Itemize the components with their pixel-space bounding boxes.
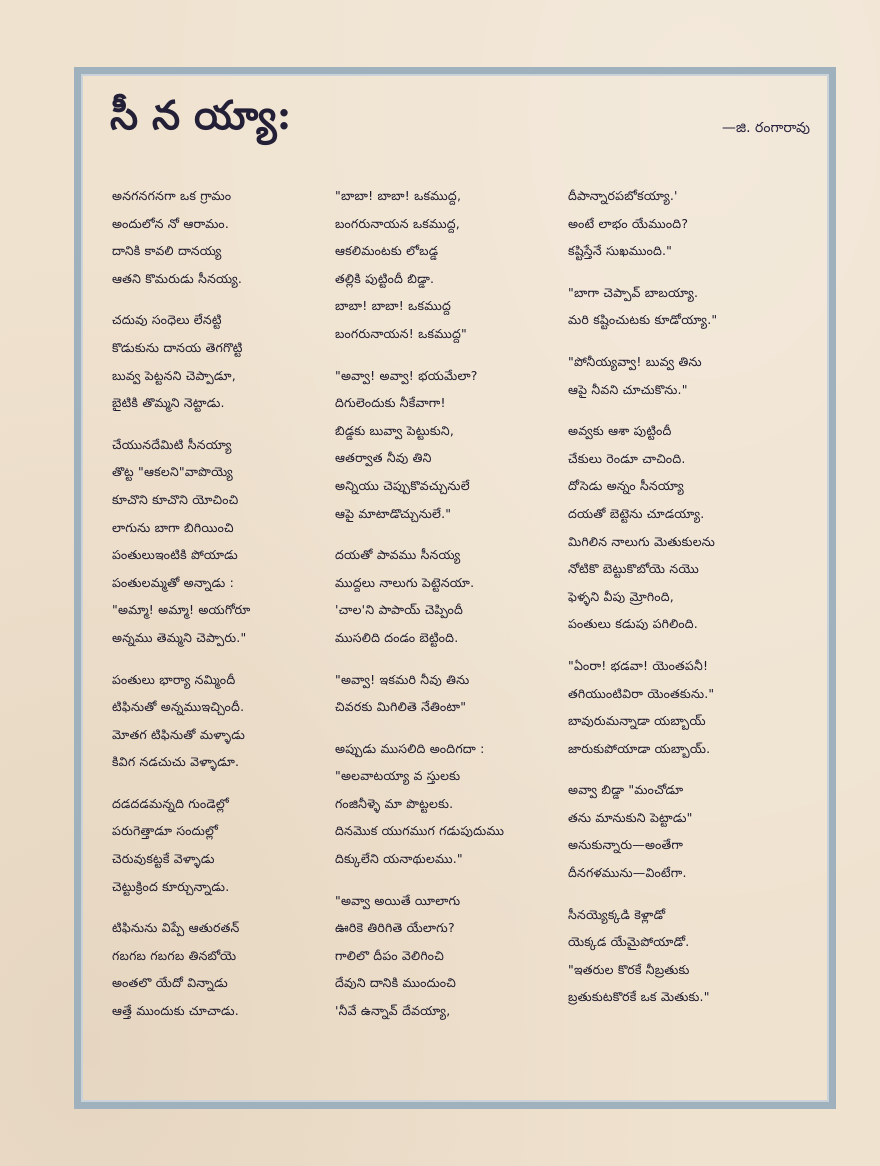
poem-line: ఊరికె తిరిగితె యేలాగు?	[335, 920, 455, 936]
poem-line: ఫెళ్ళని వీపు మ్రోగింది,	[568, 588, 674, 604]
stanza	[112, 182, 342, 292]
poem-line: దేవుని దానికి ముందుంచి	[335, 975, 457, 991]
poem-column-2	[335, 182, 565, 1039]
poem-line: దిగులెందుకు నీకేవాగా!	[335, 395, 446, 411]
poem-line: దీనగళమును—వింటేగా.	[568, 865, 687, 881]
poem-line: కొడుకును దానయ తెగగొట్టి	[112, 339, 243, 355]
poem-line: బంగరునాయన! ఒకముద్ద"	[335, 325, 467, 341]
stanza	[335, 735, 565, 873]
poem-line: అంటే లాభం యేముంది?	[568, 215, 689, 231]
poem-line: బావురుమన్నాడా యబ్బాయ్	[568, 713, 706, 729]
poem-line: బైటికి తొమ్మని నెట్టాడు.	[112, 395, 225, 411]
poem-line: పంతులు కడుపు పగిలింది.	[568, 616, 698, 632]
poem-line: కూచొని కూచొని యోచించి	[112, 491, 239, 507]
poem-line: బిడ్డకు బువ్వా పెట్టుకుని,	[335, 422, 455, 438]
stanza	[568, 901, 798, 1011]
poem-line: ఆకలిమంటకు లోబడ్డ	[335, 243, 439, 259]
stanza	[112, 306, 342, 416]
poem-line: "అలవాటయ్యా వ స్తులకు	[335, 768, 461, 784]
poem-line: చదువు సంధెలు లేనట్టి	[112, 312, 222, 328]
poem-line: అవ్వకు ఆశా పుట్టిందీ	[568, 423, 672, 439]
poem-line: ఆతని కొమరుడు సీనయ్య.	[112, 270, 243, 286]
poem-line: పంతులు భార్యా నమ్మిందీ	[112, 671, 236, 687]
stanza	[335, 541, 565, 651]
poem-line: ఆతర్వాత నీవు తిని	[335, 450, 432, 466]
poem-line: ముద్దలు నాలుగు పెట్టెనయా.	[335, 574, 475, 590]
poem-line: బంగరునాయన ఒకముద్ద,	[335, 215, 460, 231]
poem-line: "బాగా చెప్పావ్ బాబయ్యా.	[568, 284, 699, 300]
poem-line: దయతో బెట్టెను చూడయ్యా.	[568, 505, 705, 521]
stanza	[568, 652, 798, 762]
poem-line: "పోనీయ్యవ్వా! బువ్వ తిను	[568, 353, 702, 369]
stanza	[335, 887, 565, 1025]
author-name: —జి. రంగారావు	[721, 120, 810, 136]
poem-line: బ్రతుకుటకొరకే ఒక మెతుకు."	[568, 989, 710, 1005]
poem-line: అనగనగనగా ఒక గ్రామం	[112, 188, 232, 203]
poem-line: దడదడమన్నది గుండెల్లో	[112, 795, 229, 811]
poem-line: తను మానుకుని పెట్టాడు"	[568, 809, 693, 825]
poem-line: 'చాల'ని పాపాయ్ చెప్పిందీ	[335, 602, 464, 618]
poem-line: దినమొక యుగముగ గడుపుదుము	[335, 823, 505, 839]
poem-line: మరి కష్టించుటకు కూడోయ్యా."	[568, 312, 718, 328]
poem-column-1	[112, 182, 342, 1039]
poem-line: పరుగెత్తాడూ సందుల్లో	[112, 823, 219, 839]
poem-line: సీనయ్యెక్కడి కెళ్లాడో	[568, 906, 666, 922]
stanza	[568, 348, 798, 403]
poem-line: మోతగ టిఫినుతో మళ్ళాడు	[112, 726, 246, 742]
stanza	[568, 417, 798, 638]
poem-line: "అవ్వా! ఇకమరి నీవు తిను	[335, 671, 470, 687]
poem-line: అనుకున్నారు—అంతేగా	[568, 837, 684, 853]
poem-line: నోటికొ బెట్టుకొబోయె నయొ	[568, 561, 699, 577]
poem-line: "బాబా! బాబా! ఒకముద్ద,	[335, 188, 462, 203]
poem-column-3	[568, 182, 798, 1025]
poem-line: పంతులుఇంటికి పోయాడు	[112, 547, 238, 563]
poem-line: టిఫినుతో అన్నముఇచ్చిందీ.	[112, 699, 245, 715]
poem-line: గాలిలొ దీపం వెలిగించి	[335, 947, 444, 963]
stanza	[112, 431, 342, 652]
poem-line: చివరకు మిగిలితె నేతింటా"	[335, 699, 467, 715]
poem-line: చెట్టుక్రింద కూర్చున్నాడు.	[112, 878, 230, 894]
stanza	[112, 666, 342, 776]
poem-line: చేకులు రెండూ చాచింది.	[568, 450, 686, 466]
poem-line: "అమ్మా! అమ్మా! అయగోరూ	[112, 602, 251, 618]
poem-line: దానికి కావలి దానయ్య	[112, 243, 222, 259]
poem-line: యెక్కడ యేమైపోయాడో.	[568, 934, 690, 950]
poem-line: దిక్కులేని యనాథులము."	[335, 851, 463, 867]
poem-line: చేయునదేమిటి సీనయ్యా	[112, 436, 232, 452]
stanza	[112, 790, 342, 900]
poem-line: "ఇతరుల కొరకే నీబ్రతుకు	[568, 961, 690, 977]
poem-line: బువ్వ పెట్టనని చెప్పాడూ,	[112, 367, 236, 383]
poem-line: టిఫినును విప్పే ఆతురతన్	[112, 920, 240, 936]
poem-line: లాగును బాగా బిగియించి	[112, 519, 234, 535]
poem-line: మిగిలిన నాలుగు మెతుకులను	[568, 533, 716, 549]
poem-line: చెరువుకట్టకే వెళ్ళాడు	[112, 851, 215, 867]
stanza	[335, 666, 565, 721]
poem-line: తొట్ట "ఆకలని"వాపొయ్యె	[112, 464, 233, 480]
stanza	[568, 776, 798, 886]
poem-line: ఆపై నీవని చూచుకొను."	[568, 381, 688, 397]
poem-line: "అవ్వా అయితే యీలాగు	[335, 892, 461, 908]
poem-line: అన్నము తెమ్మని చెప్పారు."	[112, 629, 247, 645]
stanza	[112, 914, 342, 1024]
poem-title: సీ న య్యా:	[110, 92, 292, 139]
poem-line: గబగబ గబగబ తినబోయె	[112, 947, 237, 963]
poem-line: అంతలొ యేదో విన్నాడు	[112, 975, 228, 991]
poem-line: ఆత్తే ముందుకు చూచాడు.	[112, 1003, 239, 1019]
poem-line: తల్లికి పుట్టిందీ బిడ్డా.	[335, 270, 435, 286]
poem-line: బాబా! బాబా! ఒకముద్ద	[335, 298, 452, 314]
poem-line: దీపాన్నారపబోకయ్యా.'	[568, 188, 678, 203]
poem-line: పంతులమ్మతో అన్నాడు :	[112, 574, 234, 590]
poem-line: దోసెడు అన్నం సీనయ్యా	[568, 478, 684, 494]
poem-line: 'నీవే ఉన్నావ్ దేవయ్యా,	[335, 1003, 451, 1019]
poem-line: దయతో పావము సీనయ్య	[335, 547, 461, 563]
stanza	[568, 279, 798, 334]
stanza	[335, 182, 565, 348]
poem-line: కివిగ నడచుచు వెళ్ళాడూ.	[112, 754, 240, 770]
poem-line: జారుకుపోయాడా యబ్బాయ్.	[568, 740, 711, 756]
poem-line: ఆపై మాటాడొచ్చునులే."	[335, 505, 452, 521]
stanza	[568, 182, 798, 265]
poem-line: తగియుంటివిరా యెంతకును."	[568, 685, 715, 701]
poem-line: అవ్వా బిడ్డా "మంచోడూ	[568, 782, 684, 798]
poem-line: "ఏంరా! భడవా! యెంతపనీ!	[568, 657, 709, 673]
stanza	[335, 362, 565, 528]
poem-line: ముసలిది దండం బెట్టింది.	[335, 629, 459, 645]
poem-line: "అవ్వా! అవ్వా! భయమేలా?	[335, 367, 478, 383]
poem-line: అందులోన నో ఆరామం.	[112, 215, 230, 231]
poem-line: కష్టిస్తేనే సుఖముంది."	[568, 243, 673, 259]
poem-line: అన్నియు చెప్పుకొవచ్చునులే	[335, 477, 470, 493]
poem-line: గంజినీళ్ళె మా పొట్టలకు.	[335, 795, 454, 811]
poem-line: అప్పుడు ముసలిది అందిగదా :	[335, 740, 485, 756]
